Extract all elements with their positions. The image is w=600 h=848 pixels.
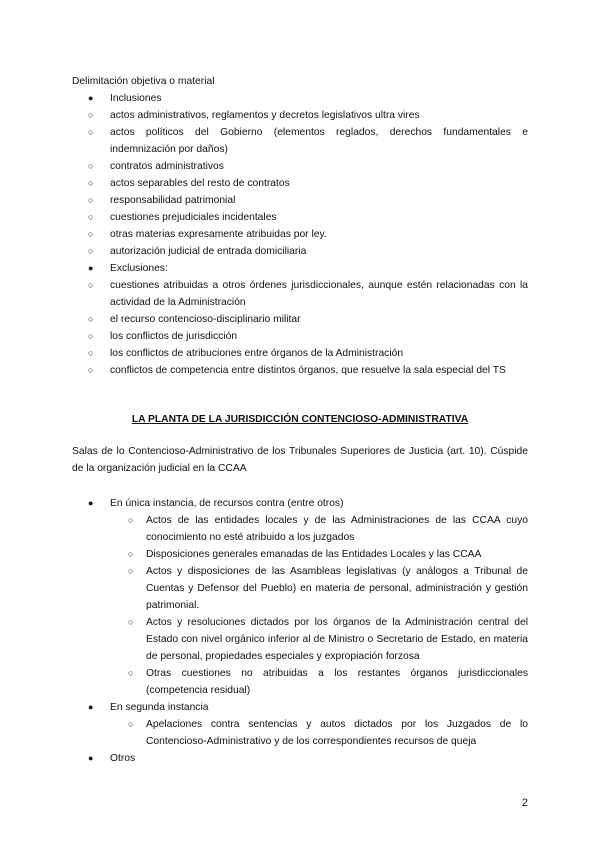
bullet-hollow-icon: ○ <box>88 280 94 290</box>
bullet-hollow-icon: ○ <box>88 246 94 256</box>
list-item: ○ cuestiones prejudiciales incidentales <box>72 209 528 226</box>
bullet-filled-icon: ● <box>88 263 94 273</box>
bullet-hollow-icon: ○ <box>88 365 94 375</box>
list-item: ○ Otras cuestiones no atribuidas a los restantes órganos jurisdiccionales (competencia residual) <box>110 665 528 699</box>
bullet-filled-icon: ● <box>88 702 94 712</box>
list-item: ○ cuestiones atribuidas a otros órdenes jurisdiccionales, aunque estén relacionadas con la actividad de la Administración <box>72 277 528 311</box>
list-item: ● Exclusiones: <box>72 260 528 277</box>
bullet-hollow-icon: ○ <box>128 719 134 729</box>
list-item: ○ Disposiciones generales emanadas de las Entidades Locales y las CCAA <box>110 546 528 563</box>
bullet-hollow-icon: ○ <box>128 515 134 525</box>
list-item: ○ responsabilidad patrimonial <box>72 192 528 209</box>
section-heading: Delimitación objetiva o material <box>72 76 215 87</box>
page-number: 2 <box>521 797 528 809</box>
list-item: ○ contratos administrativos <box>72 158 528 175</box>
list-item: ○ los conflictos de jurisdicción <box>72 328 528 345</box>
list-item: ○ actos administrativos, reglamentos y decretos legislativos ultra vires <box>72 107 528 124</box>
bullet-hollow-icon: ○ <box>88 195 94 205</box>
section-title: LA PLANTA DE LA JURISDICCIÓN CONTENCIOSO-ADMINISTRATIVA <box>131 414 469 425</box>
list-item: ○ Actos y disposiciones de las Asambleas legislativas (y análogos a Tribunal de Cuentas y Defensor del Pueblo) en materia de personal, administración y gestión patrimonial. <box>110 563 528 614</box>
list-item: ● En segunda instancia ○ Apelaciones contra sentencias y autos dictados por los Juzgados de lo Contencioso-Administrativo y de los correspondientes recursos de queja <box>72 699 528 750</box>
list-item: ○ conflictos de competencia entre distintos órganos, que resuelve la sala especial del TS <box>72 362 528 379</box>
bullet-hollow-icon: ○ <box>88 229 94 239</box>
bullet-hollow-icon: ○ <box>88 212 94 222</box>
list-item: ● Otros <box>72 750 528 767</box>
list-item: ○ actos políticos del Gobierno (elementos reglados, derechos fundamentales e indemnización por daños) <box>72 124 528 158</box>
list-item: ○ Apelaciones contra sentencias y autos dictados por los Juzgados de lo Contencioso-Administrativo y de los correspondientes recursos de queja <box>110 716 528 750</box>
bullet-hollow-icon: ○ <box>128 566 134 576</box>
sublist <box>110 512 528 699</box>
bullet-filled-icon: ● <box>88 93 94 103</box>
list-item: ○ Actos de las entidades locales y de las Administraciones de las CCAA cuyo conocimiento no esté atribuido a los juzgados <box>110 512 528 546</box>
bullet-hollow-icon: ○ <box>128 549 134 559</box>
list-item: ○ Actos y resoluciones dictados por los órganos de la Administración central del Estado con nivel orgánico inferior al de Ministro o Secretario de Estado, en materia de personal, propiedades especiales y expropiación forzosa <box>110 614 528 665</box>
list-item: ○ autorización judicial de entrada domiciliaria <box>72 243 528 260</box>
bullet-hollow-icon: ○ <box>88 331 94 341</box>
bullet-hollow-icon: ○ <box>88 161 94 171</box>
bullet-hollow-icon: ○ <box>88 314 94 324</box>
bullet-hollow-icon: ○ <box>88 178 94 188</box>
bullet-filled-icon: ● <box>88 498 94 508</box>
bullet-filled-icon: ● <box>88 753 94 763</box>
bullet-hollow-icon: ○ <box>128 617 134 627</box>
list-item: ● En única instancia, de recursos contra (entre otros) ○ Actos de las entidades locales y de las Administraciones de las CCAA cuyo conocimiento no esté atribuido a los juzgados ○ Disposiciones generales emanadas de las Entidades Locales y las CCAA ○ Actos y disposiciones de las Asambleas legislativas (y análogos a Tribunal de Cuentas y Defensor del Pueblo) en materia de personal, administración y gestión patrimonial. ○ Actos y resoluciones dictados por los órganos de la Administración central del Estado con nivel orgánico inferior al de Ministro o Secretario de Estado, en materia de personal, propiedades especiales y expropiación forzosa ○ Otras cuestiones no atribuidas a los restantes órganos jurisdiccionales (competencia residual) <box>72 495 528 699</box>
bullet-hollow-icon: ○ <box>88 348 94 358</box>
list-item: ○ los conflictos de atribuciones entre órganos de la Administración <box>72 345 528 362</box>
bullet-hollow-icon: ○ <box>128 668 134 678</box>
list-item: ● Inclusiones <box>72 90 528 107</box>
list-item: ○ actos separables del resto de contratos <box>72 175 528 192</box>
delimitacion-list <box>72 90 528 379</box>
list-item: ○ el recurso contencioso-disciplinario militar <box>72 311 528 328</box>
bullet-hollow-icon: ○ <box>88 127 94 137</box>
sublist <box>110 716 528 750</box>
list-item: ○ otras materias expresamente atribuidas por ley. <box>72 226 528 243</box>
intro-paragraph: Salas de lo Contencioso-Administrativo de los Tribunales Superiores de Justicia (art. 10). Cúspide de la organización judicial en la CCAA <box>72 446 528 474</box>
instancias-list <box>72 495 528 767</box>
bullet-hollow-icon: ○ <box>88 110 94 120</box>
